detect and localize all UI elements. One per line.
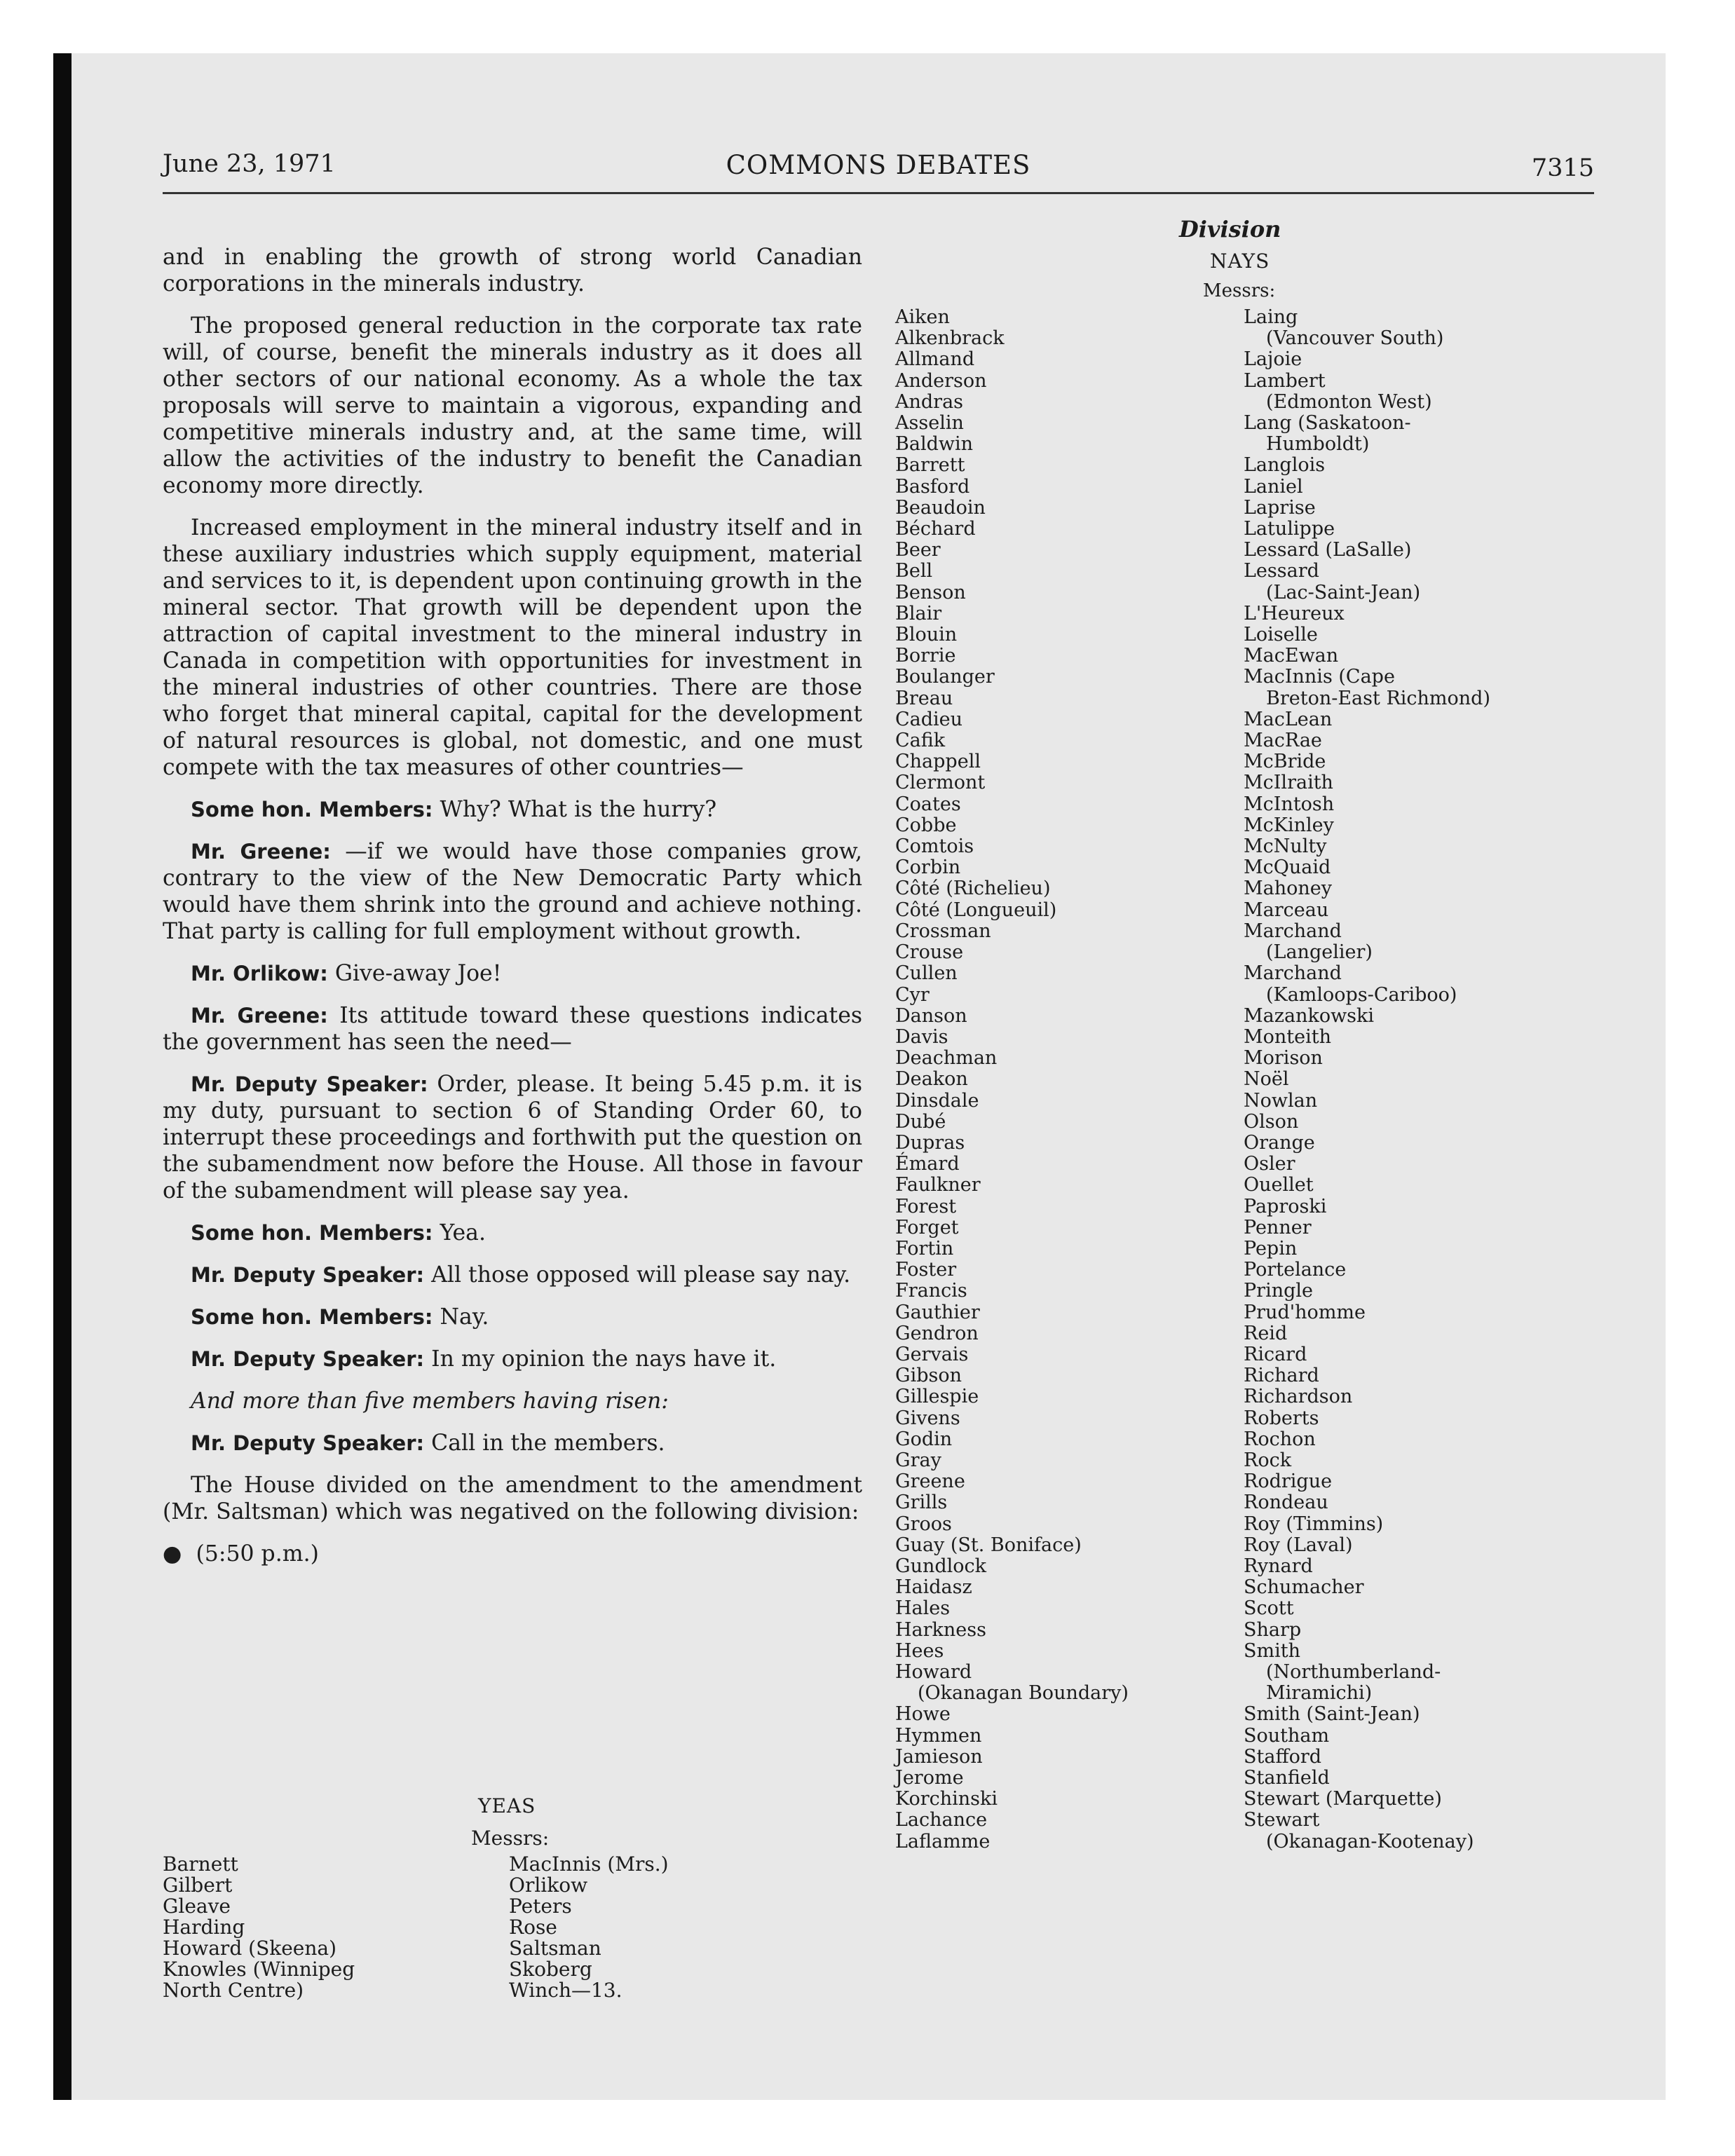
member-name: Stanfield [1244,1767,1330,1789]
speech-text: Why? What is the hurry? [440,797,717,822]
speech-text: In my opinion the nays have it. [431,1346,777,1372]
speaker-name: Some hon. Members: [191,1221,433,1245]
member-name: Rodrigue [1244,1471,1333,1493]
member-name: L'Heureux [1244,602,1345,625]
member-name: Crossman [895,920,991,942]
member-name: (Okanagan Boundary) [918,1682,1129,1705]
member-name: Stewart (Marquette) [1244,1788,1442,1810]
member-name: Peters [509,1895,572,1918]
member-name: Borrie [895,645,956,667]
member-name: Deachman [895,1047,998,1070]
speech-text: Give-away Joe! [334,961,502,986]
speech-text: All those opposed will please say nay. [431,1262,851,1288]
speaker-name: Mr. Deputy Speaker: [191,1072,428,1096]
header-page-number: 7315 [1531,154,1594,182]
member-name: Côté (Richelieu) [895,878,1051,900]
member-name: Penner [1244,1216,1312,1239]
member-name: Reid [1244,1322,1288,1344]
member-name: Gundlock [895,1555,987,1577]
member-name: Jerome [895,1767,964,1789]
speaker-name: Some hon. Members: [191,798,433,821]
member-name: Paproski [1244,1195,1327,1217]
member-name: Prud'homme [1244,1301,1366,1323]
member-name: Gleave [163,1895,231,1918]
member-name: Skoberg [509,1958,592,1981]
member-name: Anderson [895,369,987,392]
member-name: Howe [895,1703,951,1726]
speech-text: Yea. [440,1220,486,1246]
member-name: Greene [895,1471,965,1493]
member-name: Noël [1244,1068,1289,1091]
member-name: Deakon [895,1068,968,1091]
header-title: COMMONS DEBATES [726,150,1031,180]
speech-paragraph [163,796,862,823]
speech-text: Call in the members. [431,1431,665,1456]
division-title: Division [1179,216,1281,243]
member-name: Blouin [895,624,958,646]
member-name: Olson [1244,1110,1299,1133]
yeas-title: YEAS [478,1794,536,1817]
member-name: Cullen [895,962,958,985]
speech-paragraph [163,1304,862,1330]
member-name: Laing [1244,306,1298,328]
speech-paragraph [163,1262,862,1288]
member-name: Gillespie [895,1386,979,1408]
member-name: Richardson [1244,1386,1353,1408]
member-name: Laniel [1244,475,1303,498]
nays-title: NAYS [1210,250,1270,273]
nays-column-2 [1244,307,1490,1853]
member-name: (Okanagan-Kootenay) [1266,1830,1474,1853]
member-name: Dupras [895,1131,965,1154]
member-name: Harkness [895,1618,986,1641]
member-name: Godin [895,1428,953,1450]
speaker-name: Mr. Deputy Speaker: [191,1431,425,1455]
member-name: Cadieu [895,708,963,730]
speech-text: Order, please. It being 5.45 p.m. it is my duty, pursuant to section 6 of Standing Order 60, to interrupt these proceedings and forthwith put the question on the subamendment now before the House. All those in favour of the subamendment will please say yea. [163,1072,863,1203]
member-name: Rose [509,1916,557,1939]
member-name: Alkenbrack [895,327,1005,350]
member-name: Lachance [895,1809,988,1831]
paragraph: and in enabling the growth of strong world Canadian corporations in the minerals industry. [163,245,862,296]
member-name: Korchinski [895,1788,998,1810]
member-name: MacRae [1244,730,1322,752]
member-name: MacInnis (Mrs.) [509,1853,669,1876]
member-name: Breau [895,687,953,709]
member-name: North Centre) [163,1979,304,2002]
member-name: Francis [895,1280,967,1302]
speech-paragraph [163,838,862,945]
member-name: Hymmen [895,1724,982,1747]
member-name: Cyr [895,983,930,1006]
member-name: Southam [1244,1724,1330,1747]
member-name: Rynard [1244,1555,1313,1577]
member-name: Comtois [895,835,974,858]
member-name: Forget [895,1216,959,1239]
member-name: Gibson [895,1365,962,1387]
member-name: Laflamme [895,1830,991,1853]
header-date: June 23, 1971 [163,150,336,178]
member-name: Lessard [1244,560,1319,582]
paragraph: Increased employment in the mineral industry itself and in these auxiliary industries which supply equipment, material and services to it, is dependent upon continuing growth in the mineral sector. That growth will be dependent upon the attraction of capital investment to the mineral industry in Canada in competition with opportunities for investment in the mineral industries of other countries. There are those who forget that mineral capital, capital for the development of natural resources is global, not domestic, and one must compete with the tax measures of other countries— [163,515,862,780]
member-name: Cafik [895,730,946,752]
member-name: McQuaid [1244,857,1331,879]
member-name: Baldwin [895,433,973,456]
division-time [163,1541,862,1567]
speech-paragraph [163,1002,862,1056]
speech-paragraph [163,960,862,987]
nays-column-1 [895,307,1129,1853]
member-name: MacEwan [1244,645,1339,667]
member-name: Dubé [895,1110,946,1133]
member-name: Fortin [895,1237,954,1260]
member-name: Pringle [1244,1280,1313,1302]
member-name: Basford [895,475,970,498]
member-name: Beaudoin [895,496,986,519]
speech-text: Nay. [440,1304,489,1330]
member-name: Coates [895,793,961,815]
member-name: Ouellet [1244,1174,1314,1196]
member-name: Danson [895,1004,967,1027]
member-name: Groos [895,1513,952,1535]
document-page [163,140,1594,2019]
member-name: Andras [895,390,964,413]
member-name: Portelance [1244,1259,1347,1281]
yeas-column-2 [509,1854,669,2001]
member-name: Lang (Saskatoon- [1244,412,1411,435]
member-name: Gendron [895,1322,979,1344]
member-name: Winch—13. [509,1979,622,2002]
speech-text: —if we would have those companies grow, contrary to the view of the New Democratic Party which would have them shrink into the ground and achieve nothing. That party is calling for full employment without growth. [163,839,862,944]
left-column [163,244,862,1583]
member-name: Lajoie [1244,348,1302,371]
member-name: Ricard [1244,1343,1307,1365]
member-name: Lessard (LaSalle) [1244,539,1412,561]
member-name: Crouse [895,941,964,964]
speech-paragraph [163,1346,862,1372]
member-name: Blair [895,602,942,625]
speech-paragraph [163,1220,862,1246]
member-name: Rochon [1244,1428,1316,1450]
member-name: Miramichi) [1266,1682,1373,1705]
member-name: Nowlan [1244,1089,1318,1112]
paragraph: The proposed general reduction in the corporate tax rate will, of course, benefit the minerals industry as it does all other sectors of our national economy. As a whole the tax proposals will serve to maintain a vigorous, expanding and competitive minerals industry and, at the same time, will allow the activities of the industry to benefit the Canadian economy more directly. [163,313,862,498]
member-name: Latulippe [1244,518,1335,540]
member-name: Barrett [895,454,965,477]
speaker-name: Mr. Greene: [191,840,331,864]
member-name: Monteith [1244,1025,1331,1048]
member-name: Saltsman [509,1937,601,1960]
speaker-name: Mr. Orlikow: [191,962,328,985]
member-name: McKinley [1244,814,1334,836]
member-name: Howard [895,1661,972,1683]
speaker-name: Mr. Deputy Speaker: [191,1263,425,1287]
member-name: Benson [895,581,966,603]
member-name: Givens [895,1407,960,1429]
scan-binding-edge [53,53,72,2100]
member-name: Aiken [895,306,950,328]
member-name: Roberts [1244,1407,1319,1429]
member-name: MacInnis (Cape [1244,666,1395,688]
member-name: Laprise [1244,496,1316,519]
member-name: Gray [895,1449,941,1471]
member-name: Loiselle [1244,624,1318,646]
member-name: Breton-East Richmond) [1266,687,1490,709]
member-name: Stewart [1244,1809,1320,1831]
member-name: (Northumberland- [1266,1661,1441,1683]
member-name: Faulkner [895,1174,981,1196]
speech-paragraph [163,1430,862,1456]
speaker-name: Mr. Greene: [191,1004,328,1028]
speech-text: Its attitude toward these questions indicates the government has seen the need— [163,1003,862,1055]
member-name: (Kamloops-Cariboo) [1266,983,1457,1006]
member-name: Clermont [895,772,986,794]
member-name: McIntosh [1244,793,1335,815]
member-name: Grills [895,1492,948,1514]
member-name: (Vancouver South) [1266,327,1444,350]
member-name: Morison [1244,1047,1323,1070]
member-name: Dinsdale [895,1089,979,1112]
member-name: Marchand [1244,920,1342,942]
yeas-column-1 [163,1854,355,2001]
member-name: Scott [1244,1597,1294,1620]
member-name: Gauthier [895,1301,980,1323]
member-name: Gilbert [163,1874,233,1897]
member-name: Haidasz [895,1576,972,1599]
member-name: Gervais [895,1343,969,1365]
member-name: Hales [895,1597,951,1620]
member-name: Rock [1244,1449,1292,1471]
speaker-name: Some hon. Members: [191,1305,433,1329]
member-name: Smith [1244,1639,1300,1662]
bullet-icon: ● [163,1541,196,1567]
member-name: Barnett [163,1853,238,1876]
member-name: Béchard [895,518,976,540]
member-name: Marceau [1244,899,1329,921]
member-name: Forest [895,1195,957,1217]
member-name: Hees [895,1639,944,1662]
member-name: Bell [895,560,933,582]
member-name: McNulty [1244,835,1327,858]
member-name: Schumacher [1244,1576,1364,1599]
member-name: Pepin [1244,1237,1298,1260]
member-name: Osler [1244,1153,1295,1175]
member-name: Jamieson [895,1745,983,1768]
member-name: Roy (Timmins) [1244,1513,1384,1535]
member-name: McIlraith [1244,772,1333,794]
member-name: Knowles (Winnipeg [163,1958,355,1981]
member-name: Sharp [1244,1618,1302,1641]
division-time-text: (5:50 p.m.) [196,1541,319,1567]
member-name: (Lac-Saint-Jean) [1266,581,1421,603]
speaker-name: Mr. Deputy Speaker: [191,1347,425,1371]
stage-direction: And more than five members having risen: [191,1389,669,1414]
member-name: Guay (St. Boniface) [895,1534,1082,1556]
member-name: MacLean [1244,708,1333,730]
member-name: Langlois [1244,454,1326,477]
member-name: Mahoney [1244,878,1333,900]
member-name: Smith (Saint-Jean) [1244,1703,1420,1726]
speech-paragraph [163,1071,862,1204]
member-name: Côté (Longueuil) [895,899,1057,921]
member-name: Allmand [895,348,975,371]
member-name: Asselin [895,412,964,435]
member-name: Orlikow [509,1874,588,1897]
member-name: Émard [895,1153,960,1175]
yeas-messrs: Messrs: [471,1827,550,1850]
member-name: Richard [1244,1365,1319,1387]
member-name: Marchand [1244,962,1342,985]
page-header [163,150,1594,194]
member-name: Harding [163,1916,245,1939]
member-name: Roy (Laval) [1244,1534,1353,1556]
member-name: Foster [895,1259,957,1281]
member-name: Beer [895,539,941,561]
member-name: Rondeau [1244,1492,1328,1514]
member-name: Stafford [1244,1745,1322,1768]
paragraph: The House divided on the amendment to the amendment (Mr. Saltsman) which was negatived on the following division: [163,1473,862,1524]
nays-messrs: Messrs: [1203,280,1276,301]
member-name: Lambert [1244,369,1326,392]
member-name: Mazankowski [1244,1004,1375,1027]
member-name: Howard (Skeena) [163,1937,337,1960]
member-name: Humboldt) [1266,433,1370,456]
member-name: Chappell [895,751,981,773]
member-name: Corbin [895,857,961,879]
member-name: Orange [1244,1131,1315,1154]
member-name: (Edmonton West) [1266,390,1432,413]
member-name: (Langelier) [1266,941,1373,964]
member-name: Davis [895,1025,948,1048]
member-name: Cobbe [895,814,957,836]
member-name: Boulanger [895,666,995,688]
member-name: McBride [1244,751,1326,773]
